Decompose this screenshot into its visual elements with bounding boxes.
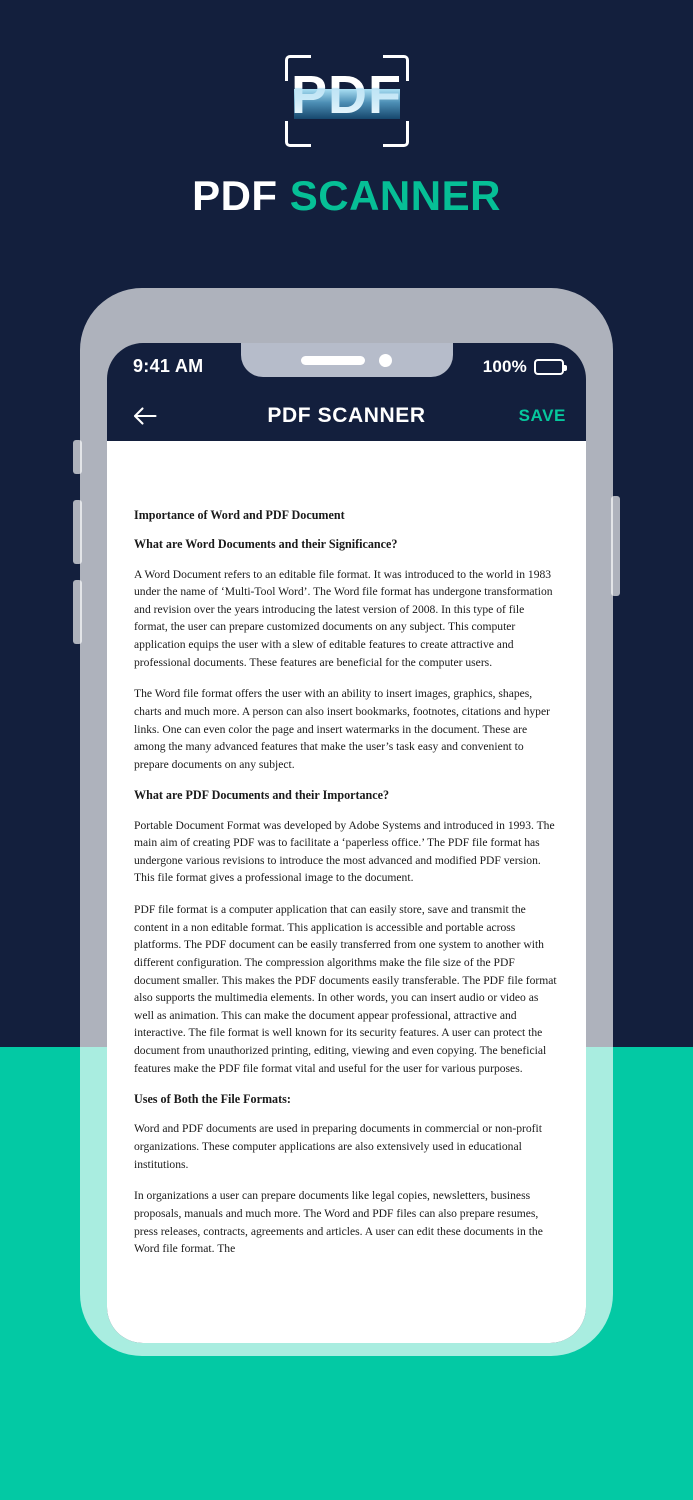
front-camera-icon: [379, 354, 392, 367]
logo-text: PDF: [285, 68, 409, 122]
document-paragraph: A Word Document refers to an editable file format. It was introduced to the world in 1983 under the name of ‘Multi-Tool Word’. The Word file format has undergone transformation and revision over the years introducing the latest version of 2008. In this type of file format, the user can prepare customized documents on any subject. This computer application equips the user with a slew of editable features to create attractive and professional documents. These features are beneficial for the computer users.: [134, 567, 553, 669]
phone-volume-down-button[interactable]: [73, 580, 82, 644]
document-heading: What are Word Documents and their Significance?: [134, 537, 398, 552]
document-paragraph: The Word file format offers the user with an ability to insert images, graphics, shapes, charts and much more. A person can also insert bookmarks, footnotes, citations and hyper links. One can even color the page and insert watermarks in the document. These are among the many advanced features that make the user’s task easy and convenient to prepare documents on any subject.: [134, 687, 550, 771]
brand-title: [0, 172, 693, 219]
save-button[interactable]: SAVE: [518, 406, 566, 425]
document-body: [107, 441, 586, 1258]
status-right-cluster: [483, 357, 564, 377]
arrow-left-icon: [133, 406, 159, 426]
document-paragraph: Word and PDF documents are used in preparing documents in commercial or non-profit organizations. These computer applications are also extensively used in educational institutions.: [134, 1122, 542, 1171]
document-page[interactable]: [107, 441, 586, 1343]
document-heading: Importance of Word and PDF Document: [134, 508, 345, 522]
battery-full-icon: [534, 359, 564, 375]
document-heading: Uses of Both the File Formats:: [134, 1092, 291, 1107]
speaker-slot-icon: [301, 356, 365, 365]
phone-mockup: [80, 288, 613, 1356]
phone-power-button[interactable]: [611, 496, 620, 596]
phone-mute-button[interactable]: [73, 440, 82, 474]
document-paragraph: In organizations a user can prepare documents like legal copies, newsletters, business proposals, manuals and much more. The Word and PDF files can also prepare resumes, press releases, contracts, agreements and articles. A user can edit these documents in the Word file format. The: [134, 1189, 543, 1256]
brand-title-first: PDF: [192, 172, 278, 219]
document-heading: What are PDF Documents and their Importance?: [134, 788, 390, 803]
app-title: PDF SCANNER: [267, 404, 426, 427]
app-bar: [107, 391, 586, 441]
scan-frame-logo-icon: [285, 55, 409, 147]
battery-percent-label: 100%: [482, 357, 527, 376]
back-button[interactable]: [129, 399, 163, 433]
phone-notch: [241, 343, 453, 377]
status-bar: [107, 343, 586, 391]
brand-header: [0, 0, 693, 217]
brand-title-second: SCANNER: [289, 172, 501, 219]
phone-screen: [107, 343, 586, 1343]
document-paragraph: Portable Document Format was developed by Adobe Systems and introduced in 1993. The main aim of creating PDF was to facilitate a ‘paperless office.’ The PDF file format has undergone various revisions to introduce the most advanced and modified PDF version. This file format gives a professional image to the document.: [134, 818, 555, 885]
status-time: 9:41 AM: [133, 356, 204, 376]
phone-volume-up-button[interactable]: [73, 500, 82, 564]
document-paragraph: PDF file format is a computer application that can easily store, save and transmit the content in a non editable format. This application is accessible and portable across platforms. The PDF document can be easily transferred from one system to another with different configuration. The compression algorithms make the file size of the PDF document smaller. This makes the PDF documents easily transferable. The PDF file format also supports the multimedia elements. In other words, you can insert audio or video as well as animation. This can make the document appear professional, attractive and interactive. The file format is well known for its security features. A user can protect the document from unauthorized printing, editing, viewing and even copying. The beneficial features make the PDF file format vital and useful for the user for various purposes.: [134, 903, 557, 1075]
